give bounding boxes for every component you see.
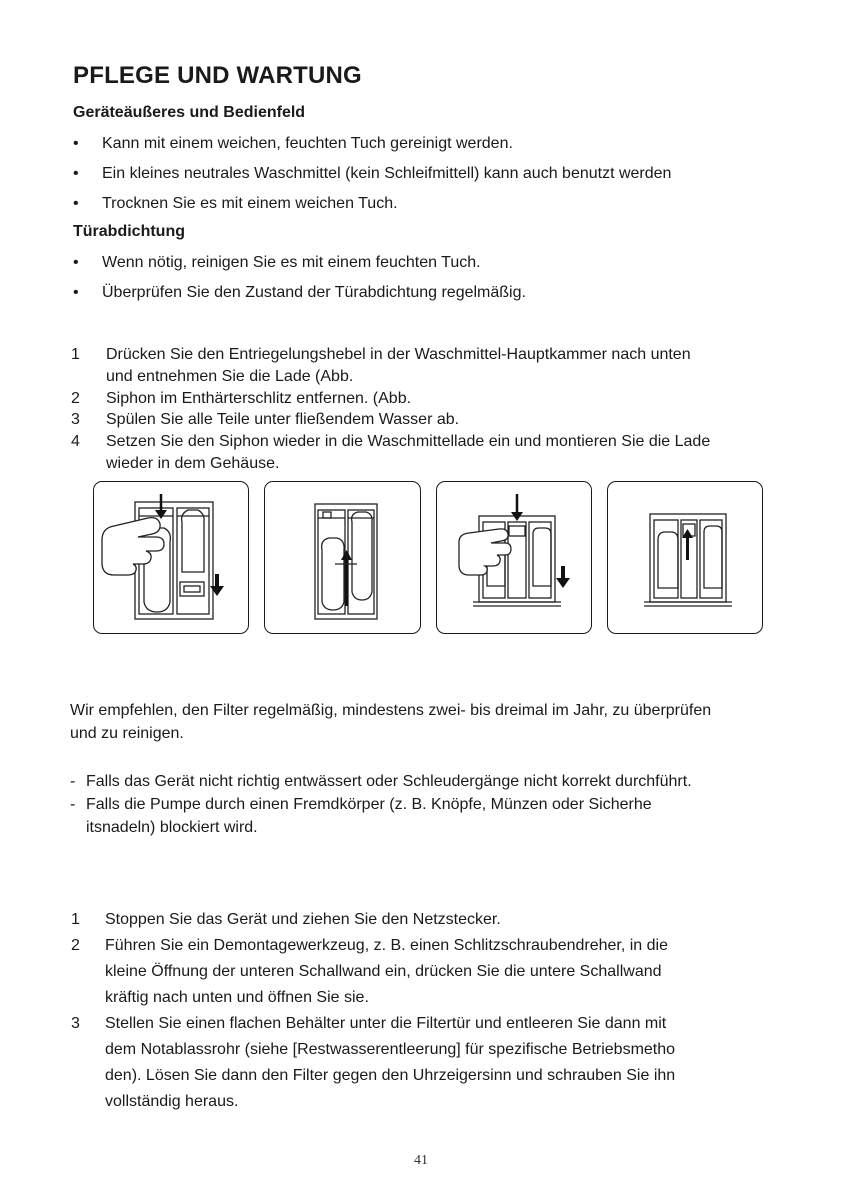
dash-icon: - bbox=[70, 773, 76, 790]
figure-siphon-removal bbox=[264, 481, 421, 634]
numbered-step bbox=[71, 1015, 811, 1035]
step-number: 1 bbox=[71, 911, 80, 928]
condition-text-continuation: itsnadeln) blockiert wird. bbox=[86, 819, 258, 836]
list-item bbox=[73, 284, 773, 304]
bullet-icon: • bbox=[73, 135, 79, 152]
numbered-step-continuation bbox=[71, 989, 811, 1009]
figure-drawer-release bbox=[93, 481, 249, 634]
drawer-assembled-icon bbox=[608, 482, 763, 634]
step-text: wieder in dem Gehäuse. bbox=[106, 455, 280, 472]
numbered-step-continuation bbox=[71, 1067, 811, 1087]
bullet-icon: • bbox=[73, 165, 79, 182]
condition-text: Falls das Gerät nicht richtig entwässert oder Schleudergänge nicht korrekt durchführt. bbox=[86, 773, 692, 790]
numbered-step bbox=[71, 433, 811, 453]
step-text: Führen Sie ein Demontagewerkzeug, z. B. einen Schlitzschraubendreher, in die bbox=[105, 937, 668, 954]
step-text: vollständig heraus. bbox=[105, 1093, 239, 1110]
step-text: den). Lösen Sie dann den Filter gegen den Uhrzeigersinn und schrauben Sie ihn bbox=[105, 1067, 676, 1084]
numbered-step-continuation bbox=[71, 963, 811, 983]
numbered-step bbox=[71, 911, 811, 931]
list-item bbox=[73, 165, 773, 185]
filter-intro-line: und zu reinigen. bbox=[70, 725, 184, 742]
step-text: Drücken Sie den Entriegelungshebel in der Waschmittel-Hauptkammer nach unten bbox=[106, 346, 691, 363]
numbered-step bbox=[71, 411, 811, 431]
condition-text: Falls die Pumpe durch einen Fremdkörper (z. B. Knöpfe, Münzen oder Sicherhe bbox=[86, 796, 652, 813]
numbered-step-continuation bbox=[71, 455, 811, 475]
list-item bbox=[73, 254, 773, 274]
list-item-text: Trocknen Sie es mit einem weichen Tuch. bbox=[102, 195, 398, 212]
list-item-text: Wenn nötig, reinigen Sie es mit einem feuchten Tuch. bbox=[102, 254, 481, 271]
numbered-step-continuation bbox=[71, 1041, 811, 1061]
step-number: 4 bbox=[71, 433, 80, 450]
filter-intro-line: Wir empfehlen, den Filter regelmäßig, mindestens zwei- bis dreimal im Jahr, zu überprüfen bbox=[70, 702, 712, 719]
step-text: Siphon im Enthärterschlitz entfernen. (Abb. bbox=[106, 390, 412, 407]
step-text: Stoppen Sie das Gerät und ziehen Sie den Netzstecker. bbox=[105, 911, 501, 928]
step-text: Stellen Sie einen flachen Behälter unter die Filtertür und entleeren Sie dann mit bbox=[105, 1015, 667, 1032]
step-text: und entnehmen Sie die Lade (Abb. bbox=[106, 368, 354, 385]
step-number: 1 bbox=[71, 346, 80, 363]
step-number: 3 bbox=[71, 1015, 80, 1032]
figure-drawer-assembled bbox=[607, 481, 763, 634]
page-title: PFLEGE UND WARTUNG bbox=[73, 62, 362, 89]
siphon-removal-icon bbox=[265, 482, 421, 634]
section-heading-exterior: Geräteäußeres und Bedienfeld bbox=[73, 104, 306, 121]
figure-drawer-reinsert bbox=[436, 481, 592, 634]
list-item-text: Überprüfen Sie den Zustand der Türabdichtung regelmäßig. bbox=[102, 284, 526, 301]
numbered-step-continuation bbox=[71, 368, 811, 388]
page-number: 41 bbox=[414, 1153, 428, 1168]
section-heading-door-seal: Türabdichtung bbox=[73, 223, 185, 240]
list-item bbox=[73, 195, 773, 215]
step-text: kräftig nach unten und öffnen Sie sie. bbox=[105, 989, 369, 1006]
numbered-step bbox=[71, 346, 811, 366]
step-number: 2 bbox=[71, 937, 80, 954]
step-text: dem Notablassrohr (siehe [Restwasserentleerung] für spezifische Betriebsmetho bbox=[105, 1041, 676, 1058]
condition-item bbox=[70, 796, 652, 814]
step-text: Setzen Sie den Siphon wieder in die Waschmittellade ein und montieren Sie die Lade bbox=[106, 433, 711, 450]
list-item-text: Kann mit einem weichen, feuchten Tuch gereinigt werden. bbox=[102, 135, 513, 152]
numbered-step-continuation bbox=[71, 1093, 811, 1113]
list-item bbox=[73, 135, 773, 155]
bullet-icon: • bbox=[73, 195, 79, 212]
bullet-icon: • bbox=[73, 284, 79, 301]
numbered-step bbox=[71, 390, 811, 410]
drawer-reinsert-icon bbox=[437, 482, 592, 634]
dash-icon: - bbox=[70, 796, 76, 813]
numbered-step bbox=[71, 937, 811, 957]
step-number: 2 bbox=[71, 390, 80, 407]
step-text: kleine Öffnung der unteren Schallwand ein, drücken Sie die untere Schallwand bbox=[105, 963, 662, 980]
condition-item bbox=[70, 773, 692, 791]
drawer-release-icon bbox=[94, 482, 249, 634]
list-item-text: Ein kleines neutrales Waschmittel (kein Schleifmittell) kann auch benutzt werden bbox=[102, 165, 672, 182]
step-number: 3 bbox=[71, 411, 80, 428]
bullet-icon: • bbox=[73, 254, 79, 271]
step-text: Spülen Sie alle Teile unter fließendem Wasser ab. bbox=[106, 411, 460, 428]
